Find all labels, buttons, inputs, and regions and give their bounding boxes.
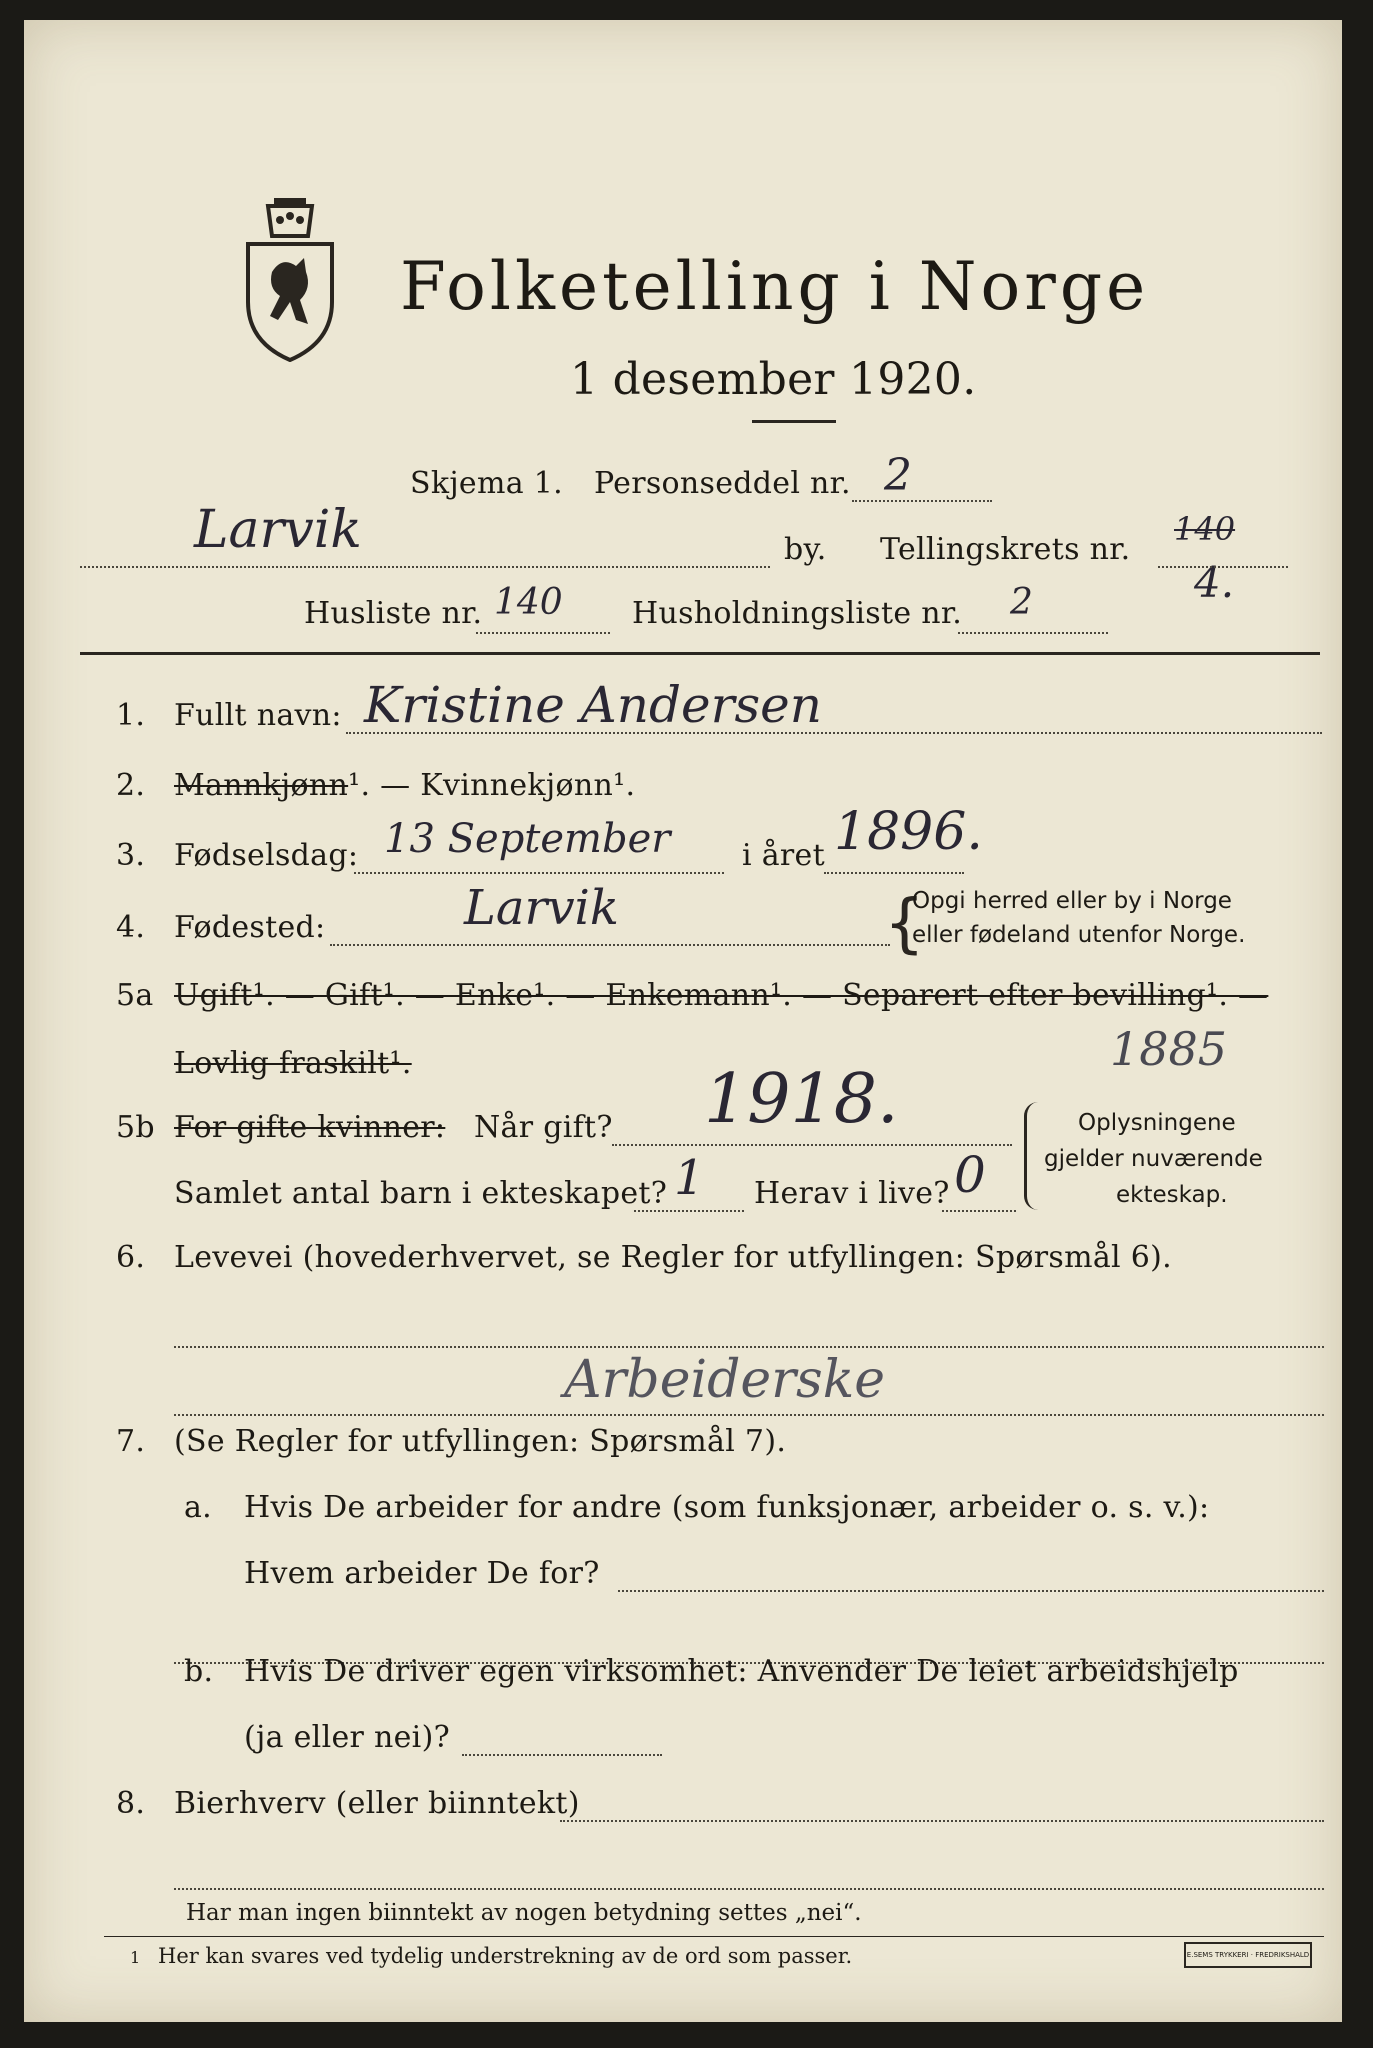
q8-number: 8.: [116, 1786, 146, 1821]
q1-label: Fullt navn:: [174, 698, 342, 733]
margin-note-year: 1885: [1110, 1022, 1228, 1076]
living-value[interactable]: 0: [954, 1146, 986, 1204]
q4-label: Fødested:: [174, 910, 326, 945]
husliste-label: Husliste nr.: [304, 596, 483, 631]
marital-status-line1[interactable]: Ugift¹. — Gift¹. — Enke¹. — Enkemann¹. — Separert efter bevilling¹. —: [174, 978, 1269, 1013]
q4-brace: {: [884, 887, 925, 961]
q8-note: Har man ingen biinntekt av nogen betydning settes „nei“.: [186, 1900, 862, 1926]
q7a-number: a.: [184, 1490, 213, 1525]
q3-label: Fødselsdag:: [174, 838, 359, 873]
birth-year-value[interactable]: 1896.: [834, 802, 983, 862]
skjema-label: Skjema 1.: [410, 466, 563, 501]
header-rule: [80, 652, 1320, 655]
footnote-text: Her kan svares ved tydelig understrekning av de ord som passer.: [158, 1944, 853, 1968]
gender-male[interactable]: Mannkjønn: [174, 768, 349, 803]
children-value[interactable]: 1: [674, 1150, 705, 1206]
living-label: Herav i live?: [754, 1176, 950, 1211]
gender-sep: ¹. —: [348, 768, 421, 803]
birth-year-label: i året: [742, 838, 825, 873]
q7b-number: b.: [184, 1654, 214, 1689]
hired-help-line[interactable]: [462, 1754, 662, 1756]
q6-line-2: [174, 1414, 1324, 1416]
living-line: [942, 1210, 1016, 1212]
occupation-value[interactable]: Arbeiderske: [564, 1350, 885, 1410]
tellingskrets-label: Tellingskrets nr.: [880, 532, 1131, 567]
tellingskrets-old-value: 140: [1174, 510, 1236, 548]
q6-line-1: [174, 1346, 1324, 1348]
married-year-value[interactable]: 1918.: [704, 1060, 899, 1139]
tellingskrets-value[interactable]: 4.: [1194, 558, 1235, 607]
full-name-value[interactable]: Kristine Andersen: [364, 676, 822, 734]
side-income-line[interactable]: [560, 1820, 1324, 1822]
q4-note-2: eller fødeland utenfor Norge.: [912, 922, 1246, 948]
birthplace-value[interactable]: Larvik: [464, 880, 619, 936]
q7-number: 7.: [116, 1424, 146, 1459]
husliste-line: [476, 632, 610, 634]
q7-label: (Se Regler for utfyllingen: Spørsmål 7).: [174, 1424, 787, 1459]
gender-female[interactable]: Kvinnekjønn: [420, 768, 614, 803]
children-label: Samlet antal barn i ekteskapet?: [174, 1176, 668, 1211]
gender-end: ¹.: [613, 768, 636, 803]
census-form: [24, 20, 1342, 2022]
q4-note-1: Opgi herred eller by i Norge: [912, 888, 1232, 914]
employer-line[interactable]: [618, 1590, 1324, 1592]
q3-line: [354, 872, 724, 874]
q5b-note-2: gjelder nuværende: [1044, 1146, 1263, 1172]
q4-line: [330, 944, 890, 946]
q5a-number: 5a: [116, 978, 154, 1013]
married-when-line: [612, 1144, 1012, 1146]
husholdning-value[interactable]: 2: [1010, 582, 1033, 623]
norway-coat-of-arms-icon: [242, 192, 338, 362]
husliste-value[interactable]: 140: [494, 582, 563, 623]
q5b-label: For gifte kvinner:: [174, 1110, 446, 1145]
printer-stamp: E.SEMS TRYKKERI · FREDRIKSHALD: [1184, 1942, 1312, 1968]
footnote-mark: 1: [130, 1948, 141, 1967]
q6-label: Levevei (hovederhvervet, se Regler for utfyllingen: Spørsmål 6).: [174, 1240, 1172, 1275]
q7b-line2: (ja eller nei)?: [244, 1720, 450, 1755]
marital-status-line2[interactable]: Lovlig fraskilt¹.: [174, 1046, 412, 1081]
personseddel-line: [852, 500, 992, 502]
q4-number: 4.: [116, 910, 146, 945]
personseddel-label: Personseddel nr.: [594, 466, 851, 501]
by-label: by.: [784, 532, 827, 567]
birthdate-value[interactable]: 13 September: [384, 816, 671, 862]
personseddel-value[interactable]: 2: [884, 450, 912, 501]
side-income-line-2[interactable]: [174, 1888, 1324, 1890]
q7a-line1: Hvis De arbeider for andre (som funksjonær, arbeider o. s. v.):: [244, 1490, 1210, 1525]
q6-number: 6.: [116, 1240, 146, 1275]
footnote-rule: [104, 1936, 1324, 1937]
q5b-note-1: Oplysningene: [1078, 1110, 1236, 1136]
husholdning-line: [958, 632, 1108, 634]
birth-year-line: [824, 872, 964, 874]
census-date: 1 desember 1920.: [570, 354, 977, 405]
tellingskrets-line: [1158, 566, 1288, 568]
q7a-line2: Hvem arbeider De for?: [244, 1556, 600, 1591]
q5b-brace: [1024, 1102, 1041, 1210]
city-initial-handwriting: Larvik: [194, 500, 362, 560]
q5b-note-3: ekteskap.: [1116, 1182, 1228, 1208]
children-line: [634, 1210, 744, 1212]
q3-number: 3.: [116, 838, 146, 873]
q2-number: 2.: [116, 768, 146, 803]
married-when-label: Når gift?: [474, 1110, 613, 1145]
gender-options: [174, 768, 635, 803]
q1-number: 1.: [116, 698, 146, 733]
q5b-number: 5b: [116, 1110, 155, 1145]
husholdning-label: Husholdningsliste nr.: [632, 596, 963, 631]
q8-label: Bierhverv (eller biinntekt): [174, 1786, 580, 1821]
q7b-line1: Hvis De driver egen virksomhet: Anvender De leiet arbeidshjelp: [244, 1654, 1239, 1689]
form-title: Folketelling i Norge: [400, 248, 1150, 325]
city-line: [80, 566, 770, 568]
title-underline: [752, 420, 836, 423]
